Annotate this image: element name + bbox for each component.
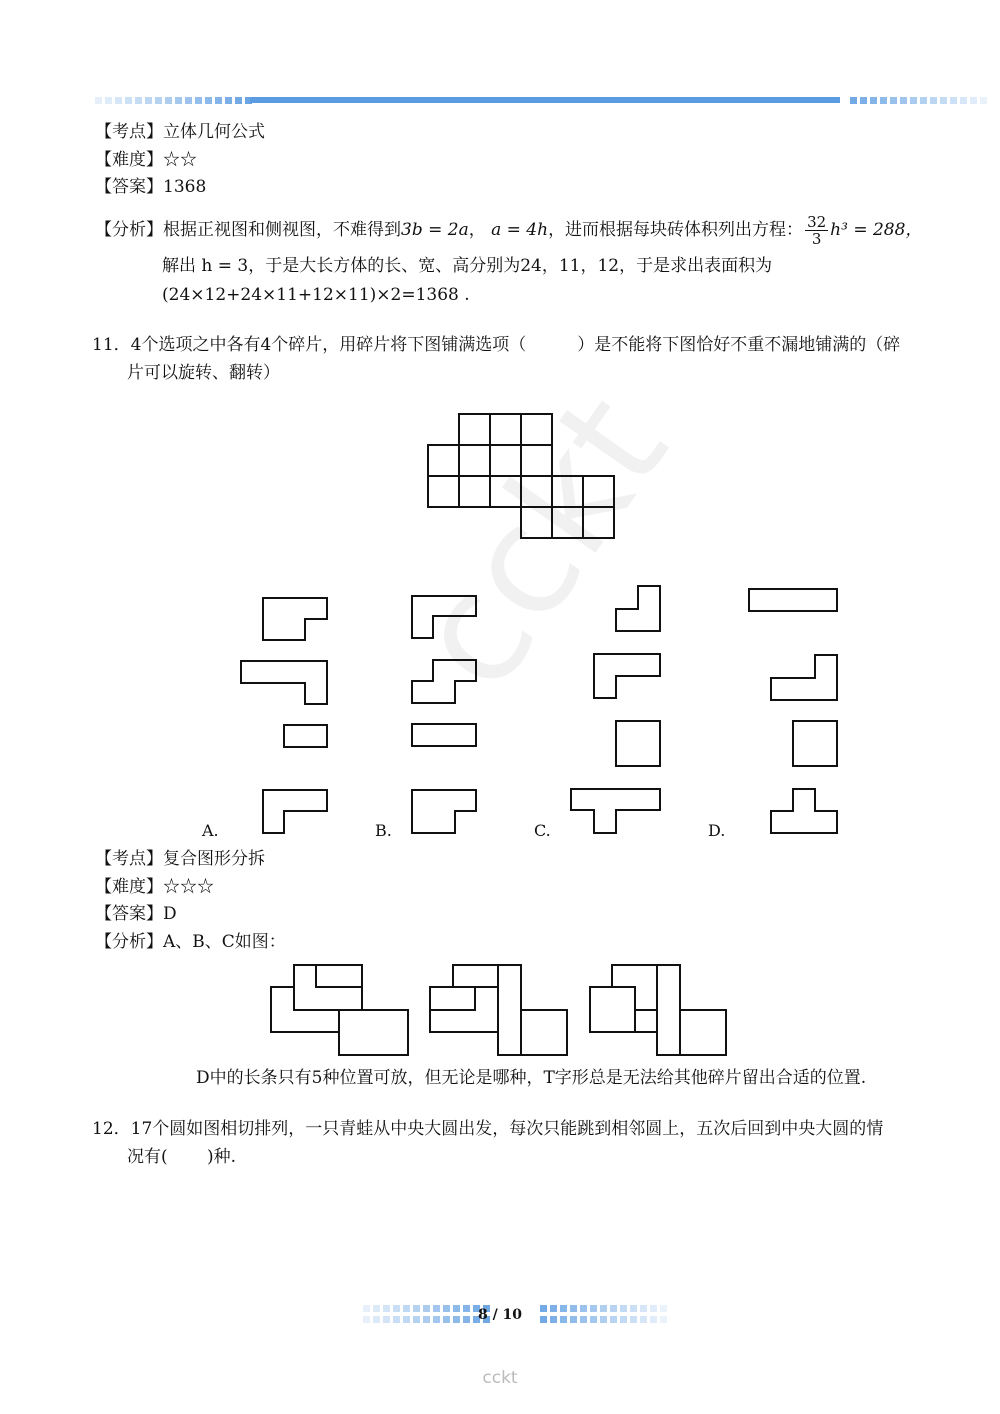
q11-nandu: 【难度】☆☆☆ <box>95 877 214 897</box>
decor-square <box>570 1305 577 1312</box>
decor-square <box>363 1305 370 1312</box>
analysis-text: ，进而根据每块砖体积列出方程： <box>548 220 804 240</box>
fraction-denominator: 3 <box>811 230 822 248</box>
equation: h³ = 288， <box>830 220 923 240</box>
decor-square <box>463 1316 470 1323</box>
q12-stem-line-2: 况有( )种. <box>127 1147 237 1167</box>
equation: 3b = 2a <box>401 220 469 240</box>
decor-square <box>640 1316 647 1323</box>
option-d-label: D. <box>708 821 726 840</box>
q11-analysis: 【分析】A、B、C如图： <box>95 932 286 952</box>
decor-square <box>413 1316 420 1323</box>
decor-square <box>550 1316 557 1323</box>
decor-square <box>600 1305 607 1312</box>
decor-square <box>423 1316 430 1323</box>
option-a-label: A. <box>202 821 219 840</box>
q11-stem-line-1: 11．4个选项之中各有4个碎片，用碎片将下图铺满选项（ ）是不能将下图恰好不重不漏地铺满的（碎 <box>92 335 901 355</box>
q11-stem-line-2: 片可以旋转、翻转） <box>127 363 280 383</box>
decor-square <box>570 1316 577 1323</box>
decor-square <box>393 1316 400 1323</box>
decor-square <box>373 1316 380 1323</box>
decor-square <box>433 1316 440 1323</box>
decor-square <box>560 1316 567 1323</box>
q11-answer: 【答案】D <box>95 904 177 924</box>
decor-square <box>363 1316 370 1323</box>
decor-square <box>453 1316 460 1323</box>
decor-square <box>540 1305 547 1312</box>
decor-square <box>560 1305 567 1312</box>
decor-square <box>463 1305 470 1312</box>
q11-kaodian: 【考点】复合图形分拆 <box>95 849 265 869</box>
decor-square <box>580 1305 587 1312</box>
watermark: cckt <box>380 365 701 720</box>
decor-square <box>373 1305 380 1312</box>
decor-square <box>660 1305 667 1312</box>
option-c-label: C. <box>534 821 551 840</box>
q12-stem-line-1: 12．17个圆如图相切排列，一只青蛙从中央大圆出发，每次只能跳到相邻圆上，五次后回到中央大圆的情 <box>92 1119 884 1139</box>
decor-square <box>393 1305 400 1312</box>
decor-square <box>590 1305 597 1312</box>
decor-square <box>423 1305 430 1312</box>
decor-square <box>620 1305 627 1312</box>
decor-square <box>610 1316 617 1323</box>
decor-square <box>640 1305 647 1312</box>
decor-square <box>630 1305 637 1312</box>
decor-square <box>620 1316 627 1323</box>
q10-analysis-line-3: (24×12+24×11+12×11)×2=1368 . <box>162 285 470 305</box>
q10-analysis-line-2: 解出 h = 3，于是大长方体的长、宽、高分别为24，11，12，于是求出表面积为 <box>162 256 773 276</box>
decor-square <box>600 1316 607 1323</box>
q10-nandu: 【难度】☆☆ <box>95 150 197 170</box>
fraction-numerator: 32 <box>807 213 827 231</box>
decor-square <box>383 1305 390 1312</box>
decor-square <box>580 1316 587 1323</box>
decor-square <box>433 1305 440 1312</box>
q11-note: D中的长条只有5种位置可放，但无论是哪种，T字形总是无法给其他碎片留出合适的位置. <box>196 1068 867 1088</box>
decor-square <box>403 1305 410 1312</box>
decor-square <box>453 1305 460 1312</box>
decor-square <box>590 1316 597 1323</box>
decor-square <box>443 1305 450 1312</box>
page-number: 8 / 10 <box>477 1307 523 1323</box>
decor-square <box>610 1305 617 1312</box>
decor-square <box>413 1305 420 1312</box>
comma: ， <box>468 220 486 240</box>
analysis-text: 根据正视图和侧视图，不难得到 <box>163 220 401 240</box>
decor-square <box>540 1316 547 1323</box>
decor-square <box>443 1316 450 1323</box>
q10-kaodian: 【考点】立体几何公式 <box>95 122 265 142</box>
decor-square <box>403 1316 410 1323</box>
decor-square <box>650 1305 657 1312</box>
analysis-label: 【分析】 <box>95 220 163 240</box>
option-b-label: B. <box>375 821 392 840</box>
decor-square <box>650 1316 657 1323</box>
decor-square <box>660 1316 667 1323</box>
equation: a = 4h <box>491 220 549 240</box>
decor-square <box>550 1305 557 1312</box>
footer-text: cckt <box>482 1368 518 1388</box>
decor-square <box>383 1316 390 1323</box>
decor-square <box>630 1316 637 1323</box>
q10-answer: 【答案】1368 <box>95 177 207 197</box>
